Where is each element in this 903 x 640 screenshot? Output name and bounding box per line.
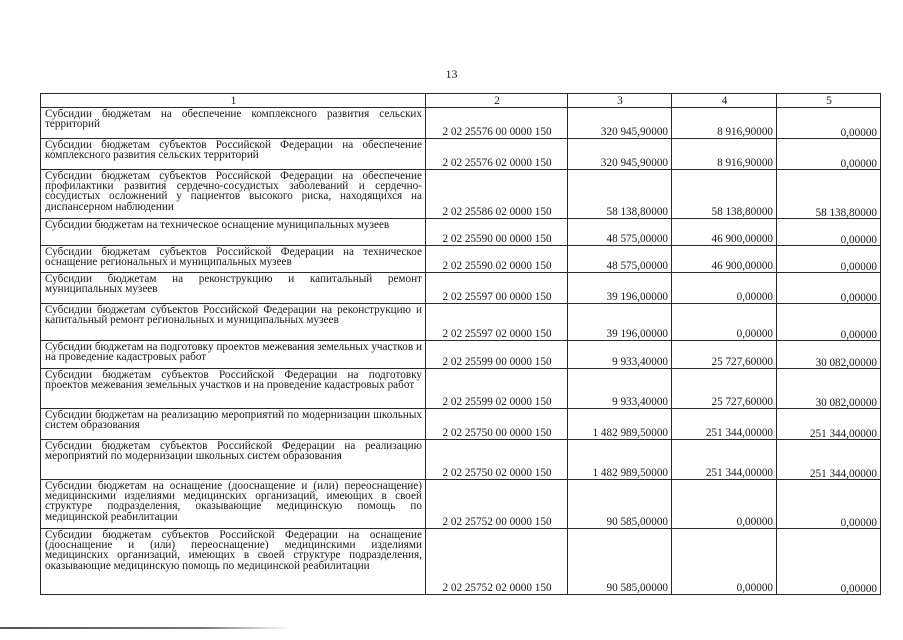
row-value-col3: 320 945,90000 <box>568 108 672 139</box>
row-value-col4: 0,00000 <box>672 273 777 304</box>
row-value-col5: 0,00000 <box>777 304 881 341</box>
table-row <box>41 219 881 246</box>
row-code: 2 02 25599 02 0000 150 <box>426 369 568 409</box>
row-description: Субсидии бюджетам на техническое оснащение муниципальных музеев <box>41 219 426 246</box>
table-row <box>41 480 881 529</box>
table-row <box>41 304 881 341</box>
column-header: 1 <box>41 94 426 108</box>
row-value-col4: 8 916,90000 <box>672 108 777 139</box>
row-code: 2 02 25752 02 0000 150 <box>426 529 568 595</box>
row-value-col4: 25 727,60000 <box>672 341 777 369</box>
row-value-col3: 1 482 989,50000 <box>568 409 672 440</box>
row-value-col5: 30 082,00000 <box>777 341 881 369</box>
row-value-col4: 58 138,80000 <box>672 170 777 219</box>
column-header: 3 <box>568 94 672 108</box>
column-header: 2 <box>426 94 568 108</box>
row-value-col3: 90 585,00000 <box>568 480 672 529</box>
row-code: 2 02 25599 00 0000 150 <box>426 341 568 369</box>
row-value-col5: 251 344,00000 <box>777 440 881 480</box>
row-description: Субсидии бюджетам на подготовку проектов межевания земельных участков и на проведение кадастровых работ <box>41 341 426 369</box>
row-value-col3: 1 482 989,50000 <box>568 440 672 480</box>
row-description: Субсидии бюджетам на оснащение (дооснащение и (или) переоснащение) медицинскими изделиями медицинских организаций, имеющих в своей структуре подразделения, оказывающие медицинскую помощь по медицинской реабилитации <box>41 480 426 529</box>
row-description: Субсидии бюджетам субъектов Российской Федерации на обеспечение профилактики развития сердечно-сосудистых заболеваний и сердечно-сосудистых осложнений у пациентов высокого риска, находящихся на диспансерном наблюдении <box>41 170 426 219</box>
row-value-col3: 48 575,00000 <box>568 219 672 246</box>
row-description: Субсидии бюджетам на реконструкцию и капитальный ремонт муниципальных музеев <box>41 273 426 304</box>
row-value-col3: 48 575,00000 <box>568 246 672 273</box>
row-value-col4: 0,00000 <box>672 304 777 341</box>
table-row <box>41 108 881 139</box>
row-description: Субсидии бюджетам субъектов Российской Федерации на реконструкцию и капитальный ремонт региональных и муниципальных музеев <box>41 304 426 341</box>
row-value-col5: 0,00000 <box>777 273 881 304</box>
table-row <box>41 409 881 440</box>
row-code: 2 02 25586 02 0000 150 <box>426 170 568 219</box>
row-code: 2 02 25750 00 0000 150 <box>426 409 568 440</box>
row-value-col4: 251 344,00000 <box>672 409 777 440</box>
row-value-col4: 46 900,00000 <box>672 219 777 246</box>
table-row <box>41 369 881 409</box>
table-row <box>41 529 881 595</box>
row-value-col3: 39 196,00000 <box>568 304 672 341</box>
row-description: Субсидии бюджетам на реализацию мероприятий по модернизации школьных систем образования <box>41 409 426 440</box>
row-value-col3: 58 138,80000 <box>568 170 672 219</box>
row-value-col4: 8 916,90000 <box>672 139 777 170</box>
table-row <box>41 273 881 304</box>
row-description: Субсидии бюджетам субъектов Российской Федерации на оснащение (дооснащение и (или) переоснащение) медицинскими изделиями медицинских организаций, имеющих в своей структуре подразделения, оказывающие медицинскую помощь по медицинской реабилитации <box>41 529 426 595</box>
column-header: 4 <box>672 94 777 108</box>
table-row <box>41 170 881 219</box>
row-description: Субсидии бюджетам субъектов Российской Федерации на подготовку проектов межевания земельных участков и на проведение кадастровых работ <box>41 369 426 409</box>
row-value-col5: 0,00000 <box>777 529 881 595</box>
row-description: Субсидии бюджетам субъектов Российской Федерации на обеспечение комплексного развития сельских территорий <box>41 139 426 170</box>
row-code: 2 02 25590 02 0000 150 <box>426 246 568 273</box>
row-description: Субсидии бюджетам субъектов Российской Федерации на реализацию мероприятий по модернизации школьных систем образования <box>41 440 426 480</box>
row-value-col4: 46 900,00000 <box>672 246 777 273</box>
row-value-col3: 90 585,00000 <box>568 529 672 595</box>
row-code: 2 02 25597 02 0000 150 <box>426 304 568 341</box>
row-value-col5: 0,00000 <box>777 108 881 139</box>
row-code: 2 02 25590 00 0000 150 <box>426 219 568 246</box>
table-row <box>41 246 881 273</box>
row-value-col4: 251 344,00000 <box>672 440 777 480</box>
row-description: Субсидии бюджетам на обеспечение комплексного развития сельских территорий <box>41 108 426 139</box>
row-value-col4: 0,00000 <box>672 480 777 529</box>
column-header: 5 <box>777 94 881 108</box>
table-row <box>41 139 881 170</box>
page-number: 13 <box>445 67 458 81</box>
row-value-col3: 9 933,40000 <box>568 341 672 369</box>
row-code: 2 02 25750 02 0000 150 <box>426 440 568 480</box>
row-code: 2 02 25576 00 0000 150 <box>426 108 568 139</box>
table-header-row <box>41 94 881 108</box>
row-value-col5: 0,00000 <box>777 246 881 273</box>
row-description: Субсидии бюджетам субъектов Российской Федерации на техническое оснащение региональных и муниципальных музеев <box>41 246 426 273</box>
row-value-col5: 30 082,00000 <box>777 369 881 409</box>
row-code: 2 02 25597 00 0000 150 <box>426 273 568 304</box>
row-value-col3: 9 933,40000 <box>568 369 672 409</box>
row-code: 2 02 25752 00 0000 150 <box>426 480 568 529</box>
budget-table <box>40 93 881 595</box>
table-row <box>41 341 881 369</box>
row-value-col3: 39 196,00000 <box>568 273 672 304</box>
row-value-col5: 58 138,80000 <box>777 170 881 219</box>
row-value-col5: 0,00000 <box>777 219 881 246</box>
row-value-col4: 0,00000 <box>672 529 777 595</box>
table-row <box>41 440 881 480</box>
row-value-col3: 320 945,90000 <box>568 139 672 170</box>
row-value-col5: 0,00000 <box>777 139 881 170</box>
row-value-col5: 0,00000 <box>777 480 881 529</box>
row-code: 2 02 25576 02 0000 150 <box>426 139 568 170</box>
row-value-col4: 25 727,60000 <box>672 369 777 409</box>
scan-edge-line <box>0 627 290 629</box>
row-value-col5: 251 344,00000 <box>777 409 881 440</box>
